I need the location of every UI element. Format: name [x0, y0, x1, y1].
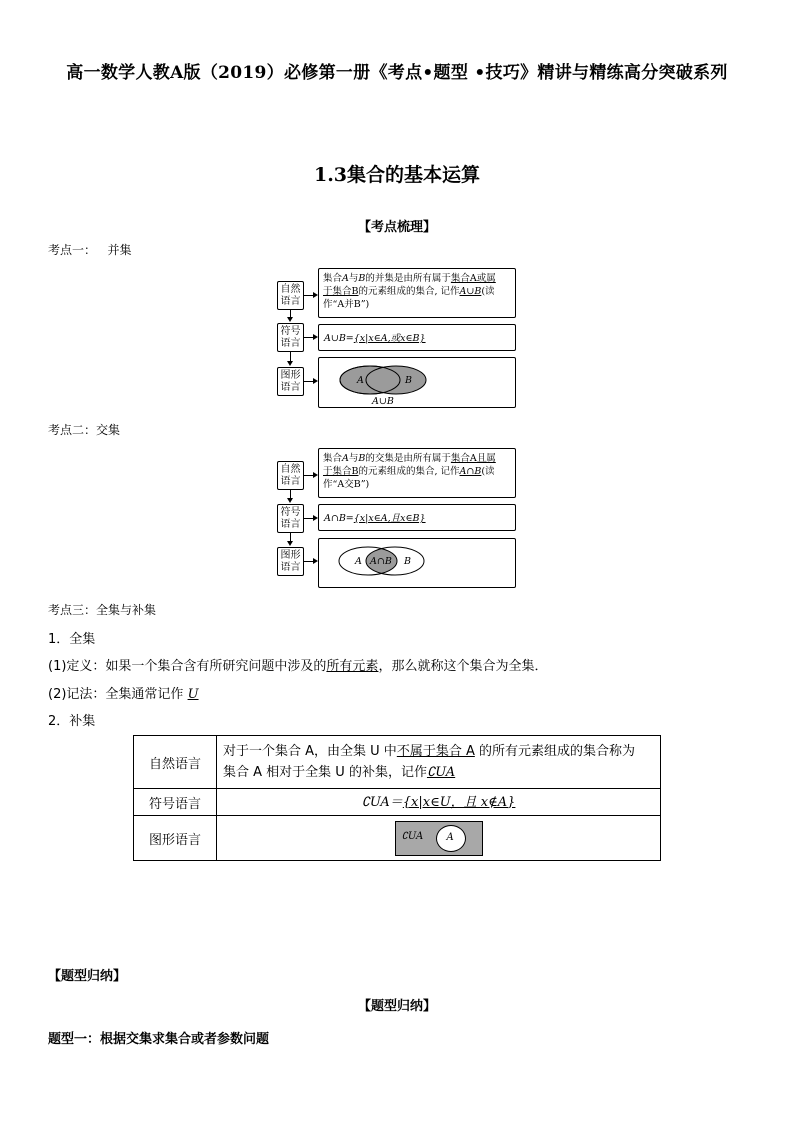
- complement-venn-label: ∁UA: [401, 830, 424, 842]
- tag-natural-language: 自然 语言: [277, 281, 304, 310]
- union-venn-label-a: A: [357, 375, 364, 386]
- intersection-graphic-box: [318, 538, 516, 588]
- question-type-1-title: 题型一：根据交集求集合或者参数问题: [48, 1032, 270, 1047]
- row-label-natural: 自然语言: [134, 736, 217, 789]
- table-row: [134, 816, 661, 861]
- universal-set-notation: (2)记法：全集通常记作 U: [48, 687, 199, 702]
- complement-venn-diagram: [395, 821, 483, 856]
- tag-graphic-language: 图形 语言: [277, 367, 304, 396]
- lesson-title: 1.3集合的基本运算: [313, 164, 481, 186]
- union-symbol-text: A∪B={x|x∈A,或x∈B}: [324, 333, 426, 344]
- intersection-venn-diagram: [318, 538, 516, 588]
- universal-set-definition: (1)定义：如果一个集合含有所研究问题中涉及的所有元素，那么就称这个集合为全集．: [48, 659, 548, 674]
- row-label-symbol: 符号语言: [134, 789, 217, 816]
- intersection-symbol-text: A∩B={x|x∈A,且x∈B}: [324, 513, 426, 524]
- union-natural-text: 集合A与B的并集是由所有属于集合A或属 于集合B的元素组成的集合, 记作A∪B(读 作“A并B”): [323, 273, 496, 310]
- complement-symbol-text: ∁UA＝{x|x∈U，且 x∉A}: [217, 789, 661, 816]
- question-types-heading-left: 【题型归纳】: [48, 969, 127, 984]
- arrow-down-icon: [287, 361, 293, 366]
- complement-natural-text: 对于一个集合 A，由全集 U 中不属于集合 A 的所有元素组成的集合称为 集合 A 相对于全集 U 的补集，记作∁UA: [217, 736, 661, 789]
- point2-label: 考点二：交集: [48, 423, 121, 437]
- intersection-venn-label-b: B: [404, 556, 411, 567]
- intersection-natural-text: 集合A与B的交集是由所有属于集合A且属 于集合B的元素组成的集合, 记作A∩B(读 作“A交B”): [323, 453, 496, 490]
- arrow-down-icon: [287, 317, 293, 322]
- point1-label: 考点一： 并集: [48, 243, 132, 257]
- tag-symbol-language: 符号 语言: [277, 504, 304, 533]
- table-row: [134, 736, 661, 789]
- complement-venn-set-a: A: [436, 825, 466, 852]
- series-title: 高一数学人教A版（2019）必修第一册《考点•题型 •技巧》精讲与精练高分突破系列: [66, 63, 728, 83]
- point3-label: 考点三：全集与补集: [48, 603, 157, 617]
- question-types-heading-center: 【题型归纳】: [357, 999, 436, 1014]
- tag-symbol-language: 符号 语言: [277, 323, 304, 352]
- row-label-graphic: 图形语言: [134, 816, 217, 861]
- union-natural-box: [318, 268, 516, 318]
- complement-table: [133, 735, 661, 861]
- intersection-symbol-box: [318, 504, 516, 531]
- arrow-down-icon: [287, 541, 293, 546]
- section-knowledge-heading: 【考点梳理】: [357, 220, 436, 235]
- union-graphic-box: [318, 357, 516, 408]
- table-row: [134, 789, 661, 816]
- intersection-venn-label-mid: A∩B: [370, 556, 392, 567]
- union-venn-caption: A∪B: [372, 396, 394, 407]
- arrow-down-icon: [287, 498, 293, 503]
- union-symbol-box: [318, 324, 516, 351]
- tag-text: 自然: [280, 284, 301, 295]
- tag-natural-language: 自然 语言: [277, 461, 304, 490]
- union-venn-diagram: [318, 357, 516, 408]
- intersection-natural-box: [318, 448, 516, 498]
- tag-graphic-language: 图形 语言: [277, 547, 304, 576]
- intersection-venn-label-a: A: [355, 556, 362, 567]
- universal-set-heading: 1．全集: [48, 632, 96, 647]
- complement-graphic-cell: [217, 816, 661, 861]
- union-venn-label-b: B: [405, 375, 412, 386]
- complement-heading: 2．补集: [48, 714, 96, 729]
